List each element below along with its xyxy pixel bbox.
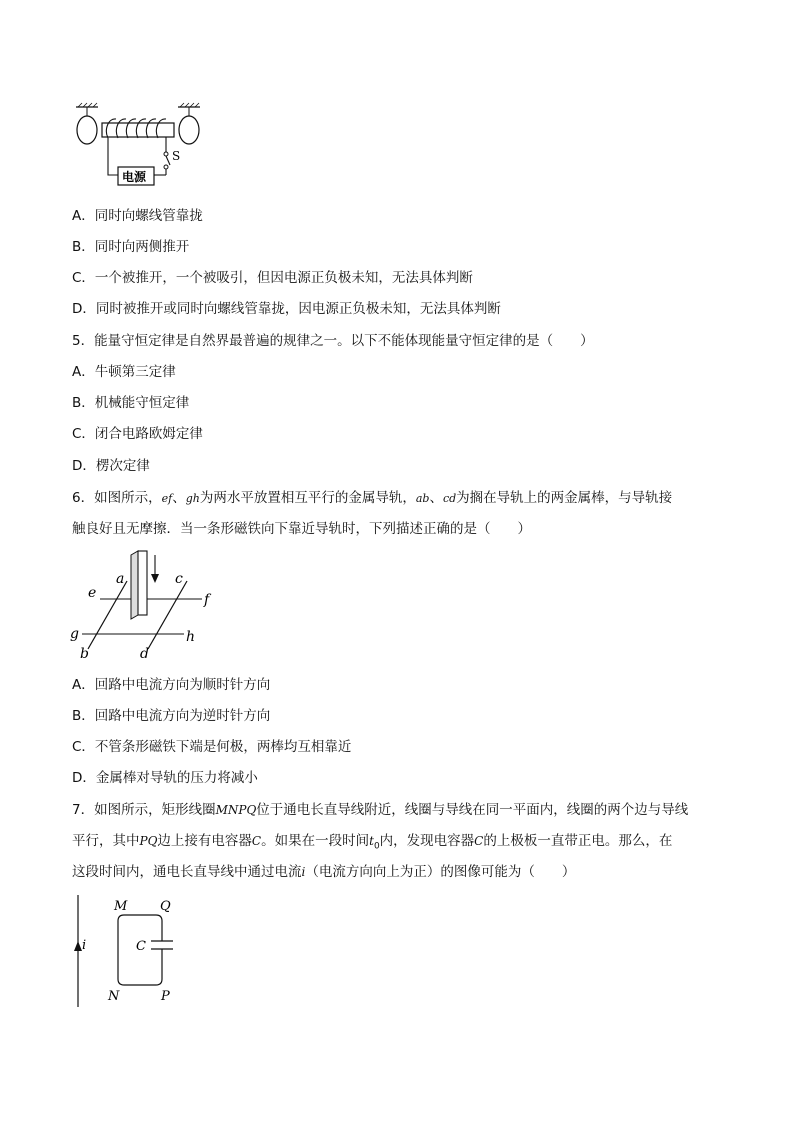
q7-l2-e: 的上极板一直带正电。那么，在 xyxy=(483,833,673,849)
capacitor xyxy=(151,935,173,955)
label-N: N xyxy=(108,989,120,1004)
q6-sep2: 、 xyxy=(429,490,443,506)
q6-var-gh: gh xyxy=(185,492,200,505)
q7-l2-d: 内，发现电容器 xyxy=(379,833,475,849)
q7-var-t: t xyxy=(369,834,374,848)
q4-option-a: A．同时向螺线管靠拢 xyxy=(72,208,203,224)
ceiling-support-left xyxy=(76,103,98,116)
q6-stem-line1 xyxy=(72,489,672,508)
q7-var-c2: C xyxy=(474,834,484,848)
label-Q: Q xyxy=(160,899,171,914)
coil-capacitor-figure xyxy=(66,893,196,1011)
q6-stem-tail: 为搁在导轨上的两金属棒，与导轨接 xyxy=(456,490,673,506)
q5-option-d: D．楞次定律 xyxy=(72,458,150,474)
q6-sep1: 、 xyxy=(172,490,186,506)
rod-cd xyxy=(148,581,187,649)
label-f: f xyxy=(204,592,210,608)
q7-var-mnpq: MNPQ xyxy=(215,803,257,817)
q7-var-i: i xyxy=(301,865,306,879)
q7-stem-line1 xyxy=(72,801,688,819)
q6-stem-mid: 为两水平放置相互平行的金属导轨， xyxy=(199,490,416,506)
q6-var-ef: ef xyxy=(161,492,173,505)
bar-magnet xyxy=(131,551,147,619)
q7-l1-prefix: 7．如图所示，矩形线圈 xyxy=(72,802,216,818)
q6-var-cd: cd xyxy=(442,492,457,505)
q7-l2-c: 。如果在一段时间 xyxy=(261,833,370,849)
q5-option-b: B．机械能守恒定律 xyxy=(72,395,190,411)
label-P: P xyxy=(161,989,170,1004)
q6-stem-prefix: 6．如图所示， xyxy=(72,490,162,506)
q7-stem-line2 xyxy=(72,832,672,856)
label-g: g xyxy=(70,626,79,642)
q6-option-c: C．不管条形磁铁下端是何极，两棒均互相靠近 xyxy=(72,739,352,755)
label-a: a xyxy=(116,571,125,587)
label-M: M xyxy=(114,899,128,914)
label-e: e xyxy=(88,585,97,601)
label-b: b xyxy=(80,646,89,662)
q5-stem: 5．能量守恒定律是自然界最普遍的规律之一。以下不能体现能量守恒定律的是（ ） xyxy=(72,333,594,349)
rails-figure xyxy=(66,545,226,665)
label-d: d xyxy=(140,646,149,662)
q6-option-b: B．回路中电流方向为逆时针方向 xyxy=(72,708,271,724)
label-c: c xyxy=(175,571,183,587)
power-supply-label: 电源 xyxy=(122,170,147,184)
q6-option-a: A．回路中电流方向为顺时针方向 xyxy=(72,677,271,693)
q7-var-pq: PQ xyxy=(139,834,158,848)
q4-option-d: D．同时被推开或同时向螺线管靠拢，因电源正负极未知，无法具体判断 xyxy=(72,301,501,317)
q5-option-c: C．闭合电路欧姆定律 xyxy=(72,426,203,442)
ceiling-support-right xyxy=(178,103,200,116)
current-up-arrow-icon xyxy=(74,941,82,951)
q7-stem-line3 xyxy=(72,863,575,881)
ring-left xyxy=(77,116,97,144)
solenoid-coil xyxy=(106,119,166,138)
q4-option-b: B．同时向两侧推开 xyxy=(72,239,190,255)
q6-stem-line2: 触良好且无摩擦．当一条形磁铁向下靠近导轨时，下列描述正确的是（ ） xyxy=(72,521,531,537)
label-h: h xyxy=(186,629,196,645)
q7-l1-tail: 位于通电长直导线附近，线圈与导线在同一平面内，线圈的两个边与导线 xyxy=(256,802,689,818)
switch-label: S xyxy=(172,149,181,163)
q6-var-ab: ab xyxy=(415,492,430,505)
ring-right xyxy=(179,116,199,144)
q4-option-c: C．一个被推开，一个被吸引，但因电源正负极未知，无法具体判断 xyxy=(72,270,473,286)
q7-l3-a: 这段时间内，通电长直导线中通过电流 xyxy=(72,864,302,880)
q6-option-d: D．金属棒对导轨的压力将减小 xyxy=(72,770,258,786)
switch-s xyxy=(164,149,180,175)
label-i: i xyxy=(82,938,87,953)
q7-var-c1: C xyxy=(251,834,262,848)
label-C: C xyxy=(136,939,146,954)
q7-l3-b: （电流方向向上为正）的图像可能为（ ） xyxy=(305,864,576,880)
q7-l2-a: 平行，其中 xyxy=(72,833,140,849)
q5-option-a: A．牛顿第三定律 xyxy=(72,364,176,380)
solenoid-figure xyxy=(68,102,218,192)
q7-var-t-sub: 0 xyxy=(373,841,380,852)
down-arrow-icon xyxy=(151,555,159,583)
q7-l2-b: 边上接有电容器 xyxy=(157,833,252,849)
